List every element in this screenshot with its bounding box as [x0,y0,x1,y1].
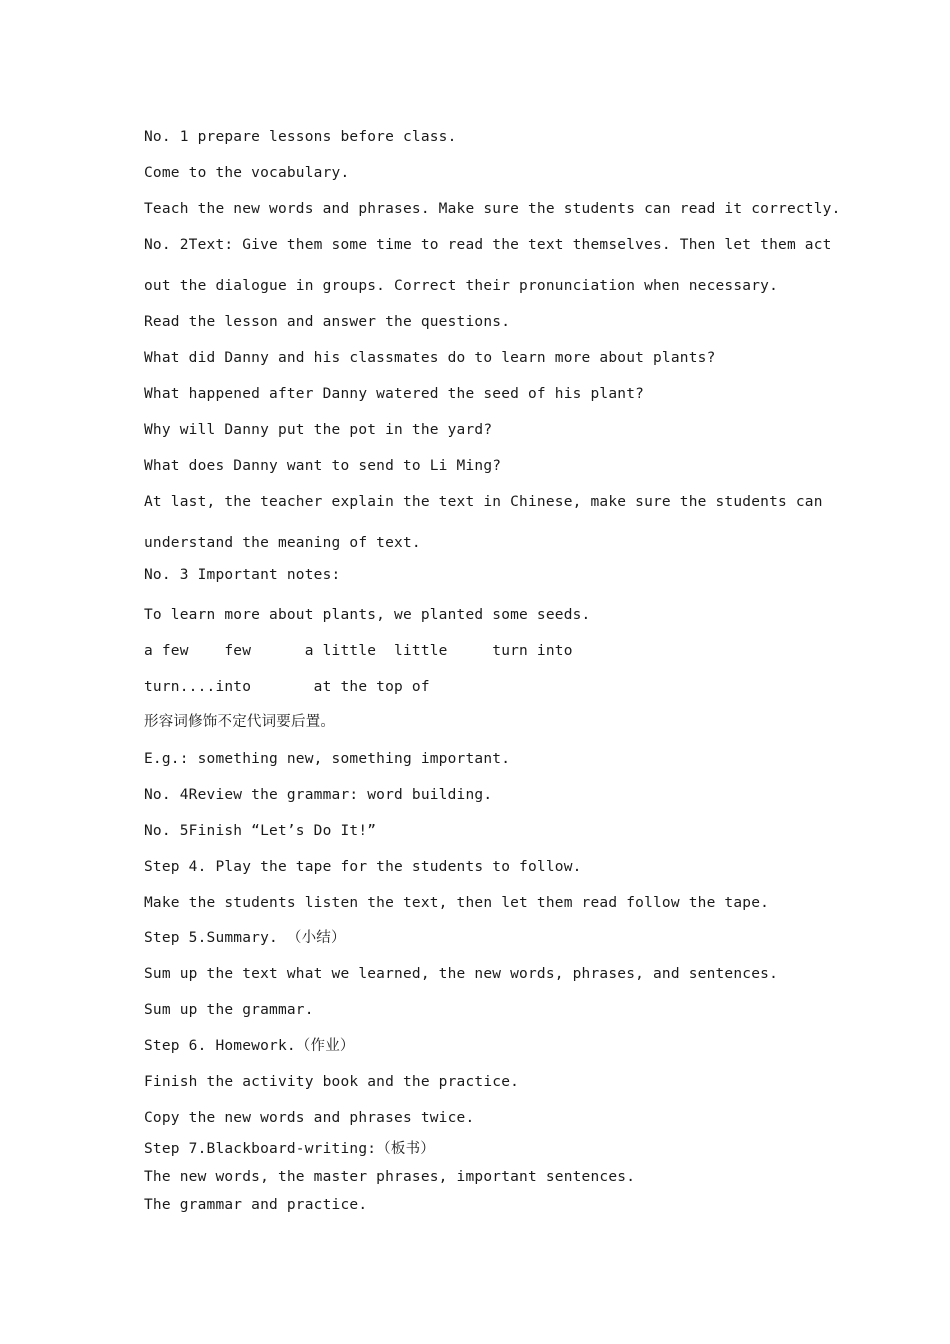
text-line-13: No. 3 Important notes: [144,567,341,583]
text-line-7: What did Danny and his classmates do to learn more about plants? [144,350,716,366]
text-line-19: No. 4Review the grammar: word building. [144,787,493,803]
text-line-2: Come to the vocabulary. [144,165,350,181]
text-line-26: Step 6. Homework.（作业） [144,1038,355,1054]
text-line-27: Finish the activity book and the practice. [144,1074,520,1090]
text-line-10: What does Danny want to send to Li Ming? [144,458,502,474]
text-line-6: Read the lesson and answer the questions. [144,314,511,330]
text-line-4: No. 2Text: Give them some time to read the text themselves. Then let them act [144,237,832,253]
text-line-21: Step 4. Play the tape for the students to follow. [144,859,582,875]
text-line-20: No. 5Finish “Let’s Do It!” [144,823,377,839]
text-line-25: Sum up the grammar. [144,1002,314,1018]
text-line-11: At last, the teacher explain the text in Chinese, make sure the students can [144,494,823,510]
text-line-16: turn....into at the top of [144,679,430,695]
text-line-29: Step 7.Blackboard-writing:（板书） [144,1141,435,1157]
text-line-23: Step 5.Summary. （小结） [144,930,346,946]
text-line-3: Teach the new words and phrases. Make sure the students can read it correctly. [144,201,841,217]
text-line-5: out the dialogue in groups. Correct their pronunciation when necessary. [144,278,779,294]
text-line-15: a few few a little little turn into [144,643,573,659]
text-line-31: The grammar and practice. [144,1197,368,1213]
text-line-24: Sum up the text what we learned, the new words, phrases, and sentences. [144,966,779,982]
text-line-18: E.g.: something new, something important. [144,751,511,767]
text-line-9: Why will Danny put the pot in the yard? [144,422,493,438]
text-line-1: No. 1 prepare lessons before class. [144,129,457,145]
text-line-17: 形容词修饰不定代词要后置。 [144,714,336,730]
text-line-12: understand the meaning of text. [144,535,421,551]
text-line-22: Make the students listen the text, then let them read follow the tape. [144,895,770,911]
text-line-30: The new words, the master phrases, important sentences. [144,1169,636,1185]
text-line-28: Copy the new words and phrases twice. [144,1110,475,1126]
text-line-14: To learn more about plants, we planted some seeds. [144,607,591,623]
text-line-8: What happened after Danny watered the seed of his plant? [144,386,645,402]
